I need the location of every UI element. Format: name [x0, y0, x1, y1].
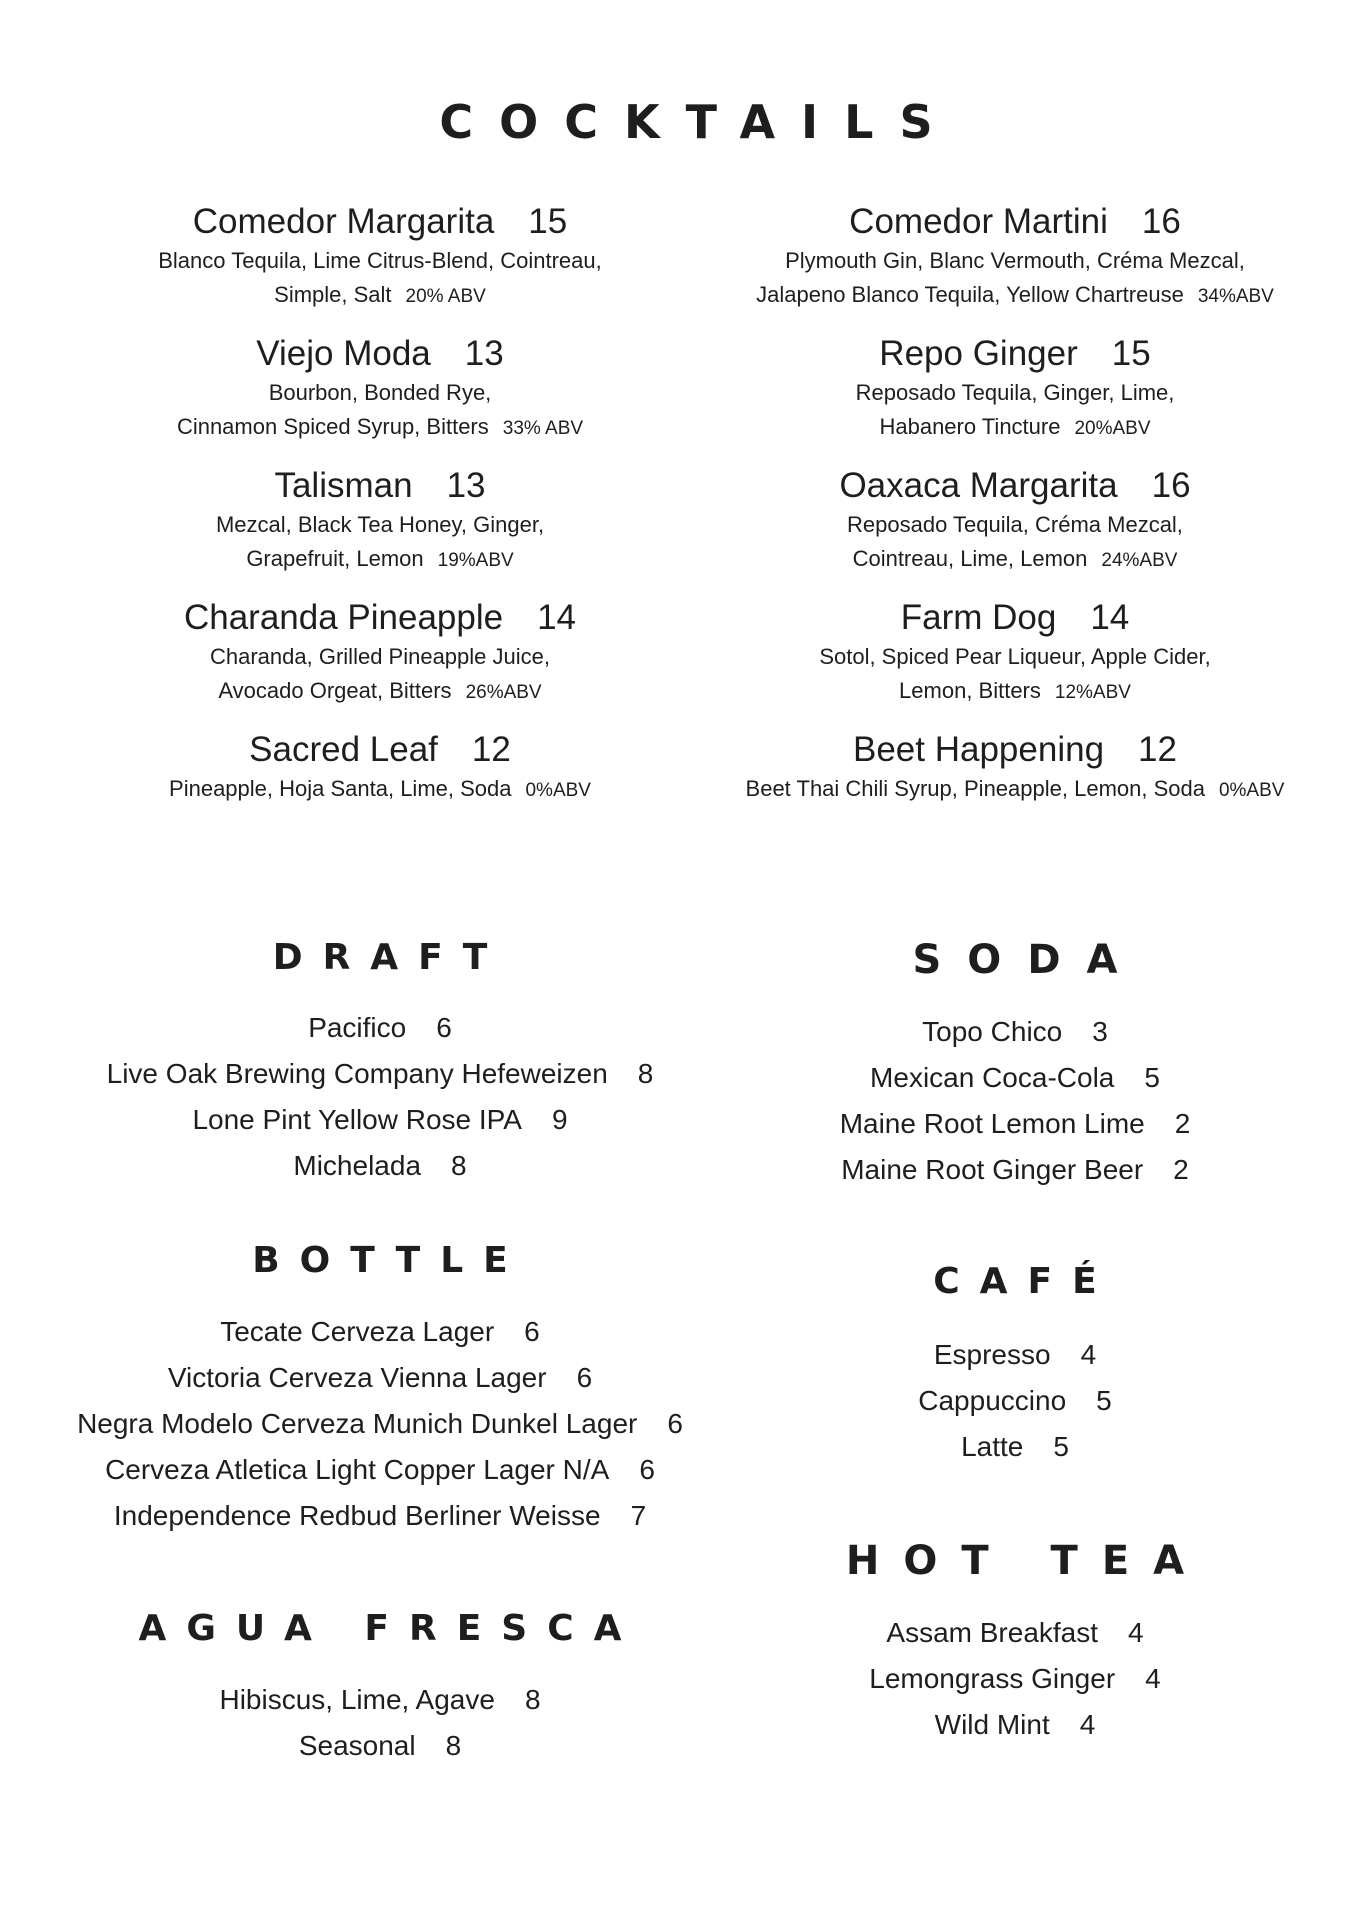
cocktail-ingredients: [30, 244, 730, 278]
ingredients-text: Lemon, Bitters: [899, 678, 1041, 703]
cocktail-name-line: [690, 728, 1340, 772]
ingredients-text: Beet Thai Chili Syrup, Pineapple, Lemon, Soda: [745, 776, 1205, 801]
cocktail-name: Charanda Pineapple: [183, 598, 504, 637]
cocktail-price: 12: [1138, 730, 1177, 769]
item-name: Topo Chico: [922, 1016, 1063, 1047]
item-name: Victoria Cerveza Vienna Lager: [167, 1362, 547, 1393]
menu-item: [690, 1147, 1340, 1193]
item-price: 6: [576, 1362, 593, 1393]
ingredients-text: Simple, Salt: [274, 282, 392, 307]
cocktail-ingredients: [30, 508, 730, 542]
cocktail-ingredients: [690, 542, 1340, 578]
soda-title: SODA: [912, 937, 1144, 983]
ingredients-text: Habanero Tincture: [879, 414, 1061, 439]
ingredients-text: Blanco Tequila, Lime Citrus-Blend, Cointreau,: [158, 248, 602, 273]
cocktail-ingredients: [690, 508, 1340, 542]
cocktail-name: Oaxaca Margarita: [839, 466, 1118, 505]
abv-label: 0%ABV: [525, 780, 591, 801]
cocktail-price: 13: [464, 334, 504, 373]
item-price: 4: [1128, 1617, 1144, 1648]
menu-item: [690, 1610, 1340, 1656]
item-name: Espresso: [933, 1339, 1051, 1370]
cocktail-name: Sacred Leaf: [249, 730, 438, 769]
item-price: 3: [1092, 1016, 1108, 1047]
cocktail-name: Viejo Moda: [256, 334, 431, 373]
abv-label: 26%ABV: [465, 682, 542, 703]
cocktail-ingredients: [690, 640, 1340, 674]
item-name: Assam Breakfast: [886, 1617, 1099, 1648]
cocktail-ingredients: [690, 244, 1340, 278]
draft-list: [30, 1005, 730, 1189]
ingredients-text: Reposado Tequila, Ginger, Lime,: [855, 380, 1175, 405]
bottle-list: [30, 1309, 730, 1539]
cocktail-ingredients: [690, 674, 1340, 710]
cocktail-price: 12: [471, 730, 511, 769]
item-price: 9: [551, 1104, 568, 1135]
menu-item: [30, 1051, 730, 1097]
ingredients-text: Pineapple, Hoja Santa, Lime, Soda: [169, 776, 512, 801]
item-name: Negra Modelo Cerveza Munich Dunkel Lager: [77, 1408, 638, 1439]
item-price: 5: [1096, 1385, 1112, 1416]
item-price: 6: [436, 1012, 452, 1043]
hot-tea-title: HOT TEA: [845, 1538, 1209, 1584]
item-price: 6: [524, 1316, 540, 1347]
cocktail-name-line: [690, 332, 1340, 376]
cocktail-item: [690, 200, 1340, 314]
menu-item: [30, 1309, 730, 1355]
menu-item: [30, 1005, 730, 1051]
ingredients-text: Plymouth Gin, Blanc Vermouth, Créma Mezcal,: [785, 248, 1245, 273]
item-price: 2: [1174, 1108, 1191, 1139]
cocktail-name-line: [690, 596, 1340, 640]
item-price: 5: [1144, 1062, 1160, 1093]
menu-item: [30, 1097, 730, 1143]
ingredients-text: Cinnamon Spiced Syrup, Bitters: [176, 414, 489, 439]
menu-item: [690, 1009, 1340, 1055]
menu-item: [30, 1447, 730, 1493]
draft-title: DRAFT: [272, 937, 508, 978]
cocktail-item: [30, 200, 730, 314]
cocktails-left-column: [30, 200, 730, 826]
cocktail-name-line: [690, 200, 1340, 244]
item-name: Hibiscus, Lime, Agave: [219, 1684, 495, 1715]
cocktail-ingredients: [30, 674, 730, 710]
item-price: 8: [637, 1058, 654, 1089]
item-price: 8: [445, 1730, 462, 1761]
cocktail-name: Farm Dog: [900, 598, 1057, 637]
cocktail-item: [690, 332, 1340, 446]
menu-item: [690, 1702, 1340, 1748]
item-name: Michelada: [293, 1150, 422, 1181]
menu-item: [30, 1355, 730, 1401]
ingredients-text: Sotol, Spiced Pear Liqueur, Apple Cider,: [819, 644, 1211, 669]
cocktail-name: Comedor Margarita: [192, 202, 495, 241]
abv-label: 24%ABV: [1101, 550, 1178, 571]
item-name: Maine Root Ginger Beer: [841, 1154, 1144, 1185]
cocktail-price: 14: [537, 598, 577, 637]
cocktail-item: [690, 596, 1340, 710]
item-name: Wild Mint: [934, 1709, 1050, 1740]
cocktail-item: [690, 728, 1340, 808]
item-price: 7: [630, 1500, 647, 1531]
menu-item: [30, 1401, 730, 1447]
cafe-list: [690, 1332, 1340, 1470]
cocktail-name: Repo Ginger: [879, 334, 1078, 373]
agua-fresca-title: AGUA FRESCA: [138, 1608, 642, 1649]
cocktail-name-line: [690, 464, 1340, 508]
cocktail-ingredients: [30, 542, 730, 578]
item-name: Live Oak Brewing Company Hefeweizen: [106, 1058, 608, 1089]
cocktail-ingredients: [30, 772, 730, 808]
item-name: Pacifico: [308, 1012, 407, 1043]
abv-label: 33% ABV: [502, 418, 584, 439]
ingredients-text: Charanda, Grilled Pineapple Juice,: [210, 644, 550, 669]
ingredients-text: Grapefruit, Lemon: [246, 546, 424, 571]
ingredients-text: Bourbon, Bonded Rye,: [268, 380, 492, 405]
cocktail-item: [30, 332, 730, 446]
item-price: 4: [1079, 1709, 1096, 1740]
menu-item: [690, 1101, 1340, 1147]
cocktail-price: 14: [1090, 598, 1130, 637]
abv-label: 20% ABV: [405, 286, 486, 307]
item-price: 6: [639, 1454, 655, 1485]
cafe-title: CAFÉ: [933, 1261, 1117, 1302]
cocktail-ingredients: [30, 278, 730, 314]
menu-item: [690, 1332, 1340, 1378]
abv-label: 12%ABV: [1054, 682, 1131, 703]
menu-item: [30, 1723, 730, 1769]
cocktail-name-line: [30, 464, 730, 508]
soda-list: [690, 1009, 1340, 1193]
cocktail-price: 16: [1151, 466, 1191, 505]
cocktail-price: 13: [446, 466, 486, 505]
cocktail-name-line: [30, 332, 730, 376]
cocktails-title: COCKTAILS: [439, 95, 959, 149]
abv-label: 20%ABV: [1074, 418, 1151, 439]
cocktails-right-column: [690, 200, 1340, 826]
abv-label: 19%ABV: [437, 550, 514, 571]
cocktail-ingredients: [690, 410, 1340, 446]
ingredients-text: Mezcal, Black Tea Honey, Ginger,: [215, 512, 545, 537]
cocktail-item: [690, 464, 1340, 578]
cocktail-item: [30, 596, 730, 710]
cocktail-price: 15: [528, 202, 568, 241]
cocktail-ingredients: [30, 640, 730, 674]
abv-label: 0%ABV: [1218, 780, 1285, 801]
item-price: 5: [1053, 1431, 1069, 1462]
item-name: Independence Redbud Berliner Weisse: [113, 1500, 601, 1531]
ingredients-text: Jalapeno Blanco Tequila, Yellow Chartreuse: [756, 282, 1184, 307]
agua-fresca-list: [30, 1677, 730, 1769]
menu-item: [30, 1493, 730, 1539]
bottle-title: BOTTLE: [252, 1240, 528, 1281]
menu-item: [30, 1143, 730, 1189]
ingredients-text: Reposado Tequila, Créma Mezcal,: [847, 512, 1183, 537]
item-name: Cappuccino: [918, 1385, 1067, 1416]
item-price: 6: [667, 1408, 683, 1439]
item-price: 2: [1173, 1154, 1189, 1185]
cocktail-ingredients: [690, 376, 1340, 410]
cocktail-name-line: [30, 728, 730, 772]
item-name: Cerveza Atletica Light Copper Lager N/A: [105, 1454, 610, 1485]
cocktail-ingredients: [30, 376, 730, 410]
item-price: 8: [451, 1150, 467, 1181]
menu-item: [690, 1424, 1340, 1470]
cocktail-item: [30, 464, 730, 578]
cocktail-ingredients: [690, 278, 1340, 314]
item-name: Lone Pint Yellow Rose IPA: [192, 1104, 522, 1135]
menu-item: [30, 1677, 730, 1723]
cocktail-ingredients: [690, 772, 1340, 808]
cocktail-name: Talisman: [274, 466, 413, 505]
item-name: Lemongrass Ginger: [869, 1663, 1116, 1694]
abv-label: 34%ABV: [1197, 286, 1274, 307]
cocktail-name: Beet Happening: [853, 730, 1105, 769]
item-name: Maine Root Lemon Lime: [839, 1108, 1145, 1139]
item-name: Latte: [961, 1431, 1024, 1462]
cocktail-name-line: [30, 596, 730, 640]
cocktail-ingredients: [30, 410, 730, 446]
menu-item: [690, 1656, 1340, 1702]
menu-item: [690, 1055, 1340, 1101]
cocktail-name-line: [30, 200, 730, 244]
ingredients-text: Avocado Orgeat, Bitters: [218, 678, 452, 703]
item-price: 4: [1080, 1339, 1097, 1370]
item-name: Tecate Cerveza Lager: [220, 1316, 495, 1347]
item-price: 8: [524, 1684, 541, 1715]
ingredients-text: Cointreau, Lime, Lemon: [852, 546, 1088, 571]
item-price: 4: [1145, 1663, 1161, 1694]
hot-tea-list: [690, 1610, 1340, 1748]
item-name: Mexican Coca-Cola: [870, 1062, 1115, 1093]
menu-item: [690, 1378, 1340, 1424]
item-name: Seasonal: [298, 1730, 416, 1761]
cocktail-name: Comedor Martini: [849, 202, 1108, 241]
cocktail-price: 15: [1111, 334, 1151, 373]
cocktail-item: [30, 728, 730, 808]
cocktail-price: 16: [1141, 202, 1181, 241]
